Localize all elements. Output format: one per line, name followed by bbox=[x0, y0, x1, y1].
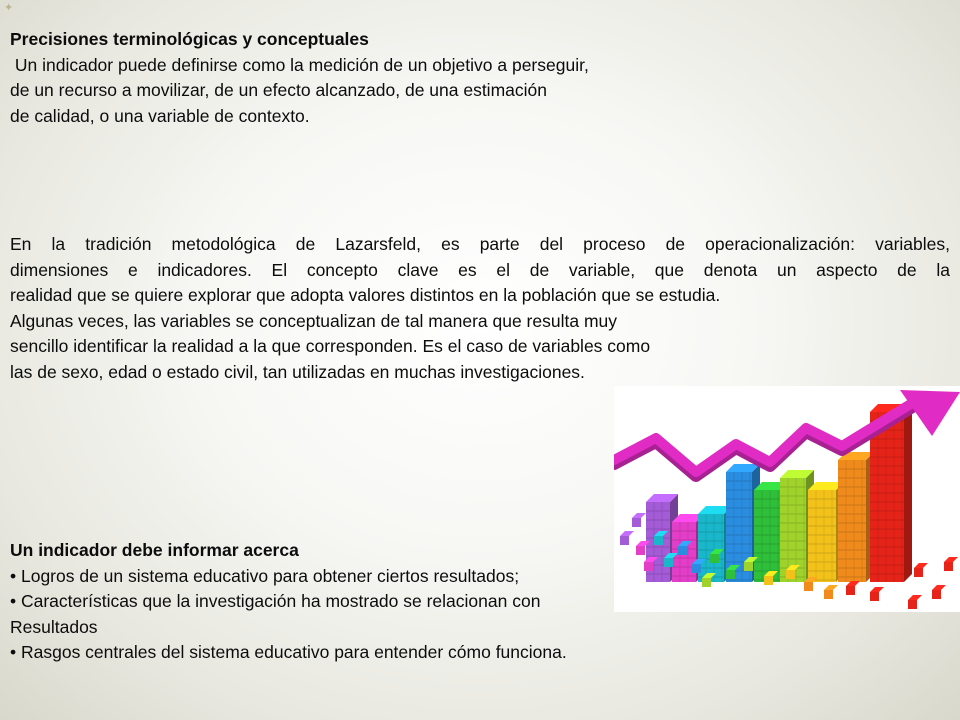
paragraph-line: realidad que se quiere explorar que adopta valores distintos en la población que se estudia. bbox=[10, 285, 721, 305]
intro-section bbox=[10, 27, 750, 129]
loose-cube bbox=[908, 600, 917, 609]
bar-front bbox=[870, 412, 904, 582]
section-heading: Precisiones terminológicas y conceptuales bbox=[10, 29, 369, 49]
bullet-item: • Características que la investigación ha mostrado se relacionan con bbox=[10, 591, 541, 611]
paragraph-line: sencillo identificar la realidad a la que corresponden. Es el caso de variables como bbox=[10, 336, 651, 356]
loose-cube-top bbox=[944, 557, 958, 562]
paragraph-line: de un recurso a movilizar, de un efecto alcanzado, de una estimación bbox=[10, 80, 547, 100]
loose-cube bbox=[786, 570, 795, 579]
loose-cube-top bbox=[914, 563, 928, 568]
paragraph-line: dimensiones e indicadores. El concepto clave es el de variable, que denota un aspecto de la bbox=[10, 259, 950, 280]
loose-cube bbox=[804, 582, 813, 591]
loose-cube bbox=[824, 590, 833, 599]
lazarsfeld-section bbox=[10, 232, 950, 385]
section-heading: Un indicador debe informar acerca bbox=[10, 540, 299, 560]
loose-cube bbox=[764, 576, 773, 585]
paragraph-line: Un indicador puede definirse como la medición de un objetivo a perseguir, bbox=[10, 54, 589, 75]
paragraph-line: En la tradición metodológica de Lazarsfeld, es parte del proceso de operacionalización: variables, bbox=[10, 234, 950, 254]
paragraph-line: de calidad, o una variable de contexto. bbox=[10, 105, 310, 126]
loose-cube-top bbox=[870, 587, 884, 592]
bar-front bbox=[754, 490, 780, 582]
star-icon: ✦ bbox=[4, 2, 14, 14]
loose-cube-top bbox=[620, 531, 634, 536]
loose-cube bbox=[914, 568, 923, 577]
indicator-section bbox=[10, 538, 730, 666]
paragraph-line: las de sexo, edad o estado civil, tan utilizadas en muchas investigaciones. bbox=[10, 361, 585, 382]
bar-side bbox=[904, 404, 912, 582]
loose-cube-top bbox=[632, 513, 646, 518]
loose-cube bbox=[632, 518, 641, 527]
loose-cube-top bbox=[932, 585, 946, 590]
bullet-item: Resultados bbox=[10, 616, 98, 637]
loose-cube bbox=[846, 586, 855, 595]
loose-cube-top bbox=[908, 595, 922, 600]
loose-cube bbox=[870, 592, 879, 601]
loose-cube-top bbox=[824, 585, 838, 590]
loose-cube bbox=[932, 590, 941, 599]
bullet-item: • Rasgos centrales del sistema educativo para entender cómo funciona. bbox=[10, 642, 567, 662]
paragraph-line: Algunas veces, las variables se conceptualizan de tal manera que resulta muy bbox=[10, 310, 618, 331]
bullet-item: • Logros de un sistema educativo para obtener ciertos resultados; bbox=[10, 565, 520, 586]
loose-cube bbox=[944, 562, 953, 571]
loose-cube bbox=[744, 562, 753, 571]
